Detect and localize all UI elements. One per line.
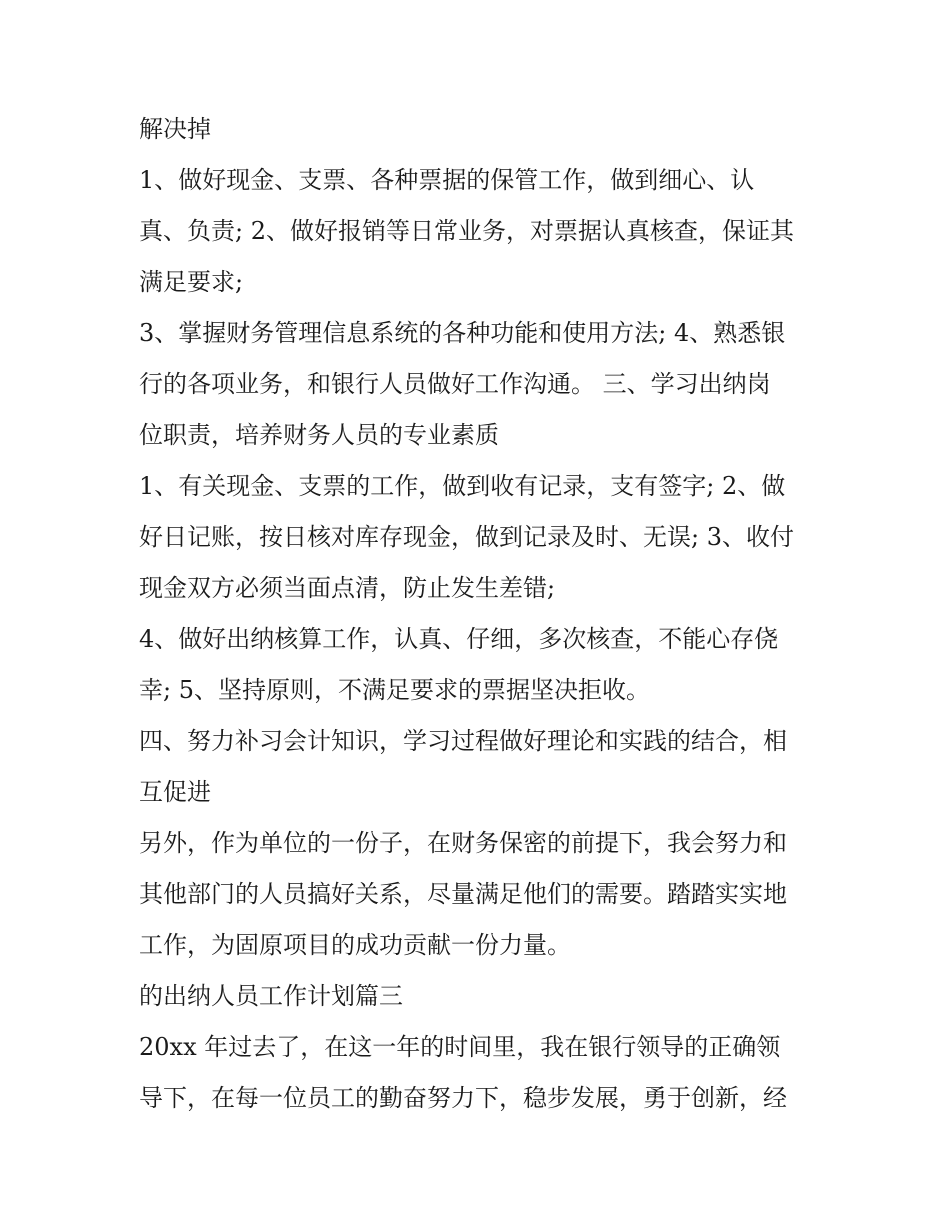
section-heading: 的出纳人员工作计划篇三 xyxy=(139,982,403,1010)
text-line-8: 1、有关现金、支票的工作，做到收有记录，支有签字; 2、做 xyxy=(139,472,786,500)
text-line-11: 4、做好出纳核算工作，认真、仔细，多次核查，不能心存侥 xyxy=(139,625,779,653)
text-line-4: 满足要求; xyxy=(139,268,244,296)
text-line-1: 解决掉 xyxy=(139,115,211,143)
text-line-13: 四、努力补习会计知识，学习过程做好理论和实践的结合，相 xyxy=(139,727,787,755)
text-line-17: 工作，为固原项目的成功贡献一份力量。 xyxy=(139,931,571,959)
text-line-14: 互促进 xyxy=(139,778,211,806)
document-body xyxy=(139,104,819,1124)
text-line-5: 3、掌握财务管理信息系统的各种功能和使用方法; 4、熟悉银 xyxy=(139,319,786,347)
text-line-12: 幸; 5、坚持原则，不满足要求的票据坚决拒收。 xyxy=(139,676,650,704)
text-line-2: 1、做好现金、支票、各种票据的保管工作，做到细心、认 xyxy=(139,166,755,194)
text-line-15: 另外，作为单位的一份子，在财务保密的前提下，我会努力和 xyxy=(139,829,787,857)
text-line-20: 导下，在每一位员工的勤奋努力下，稳步发展，勇于创新，经 xyxy=(139,1084,787,1112)
text-line-16: 其他部门的人员搞好关系，尽量满足他们的需要。踏踏实实地 xyxy=(139,880,787,908)
text-line-6: 行的各项业务，和银行人员做好工作沟通。 三、学习出纳岗 xyxy=(139,370,771,398)
text-line-19: 20xx 年过去了，在这一年的时间里，我在银行领导的正确领 xyxy=(139,1033,781,1061)
text-line-3: 真、负责; 2、做好报销等日常业务，对票据认真核查，保证其 xyxy=(139,217,794,245)
text-line-9: 好日记账，按日核对库存现金，做到记录及时、无误; 3、收付 xyxy=(139,523,794,551)
text-line-10: 现金双方必须当面点清，防止发生差错; xyxy=(139,574,556,602)
text-line-7: 位职责，培养财务人员的专业素质 xyxy=(139,421,499,449)
